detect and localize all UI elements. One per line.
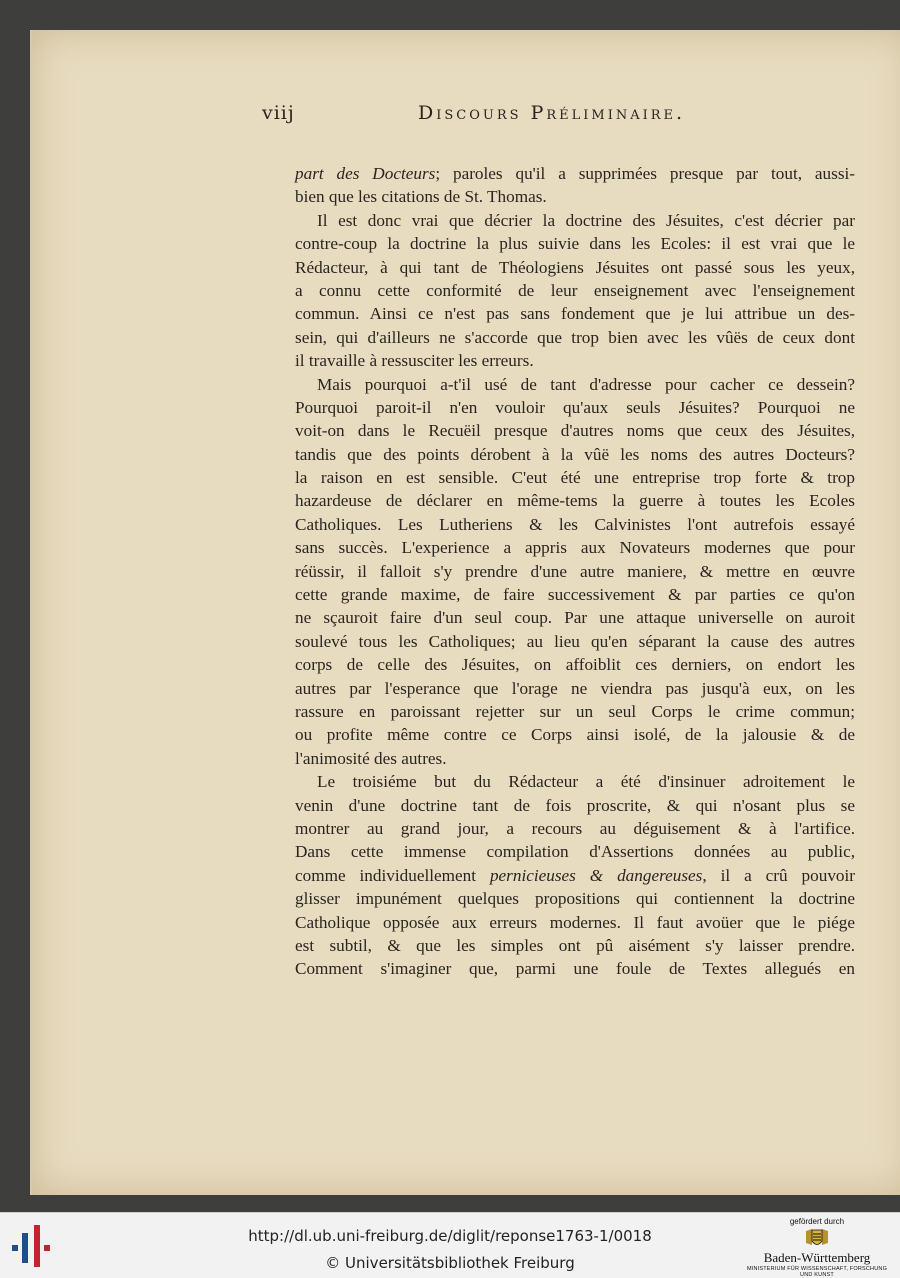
baden-wuerttemberg-crest-icon	[802, 1227, 832, 1249]
text-line	[295, 700, 855, 723]
text-line	[295, 279, 855, 302]
text-line	[295, 489, 855, 512]
text-run: ou profite même contre ce Corps ainsi isolé, de la jalousie & de	[295, 725, 855, 745]
text-run: a connu cette conformité de leur enseignement avec l'enseignement	[295, 280, 855, 300]
text-run: tandis que des points dérobent à la vûë les noms des autres Docteurs?	[295, 444, 855, 464]
text-line	[295, 957, 855, 980]
text-run: soulevé tous les Catholiques; au lieu qu'en séparant la cause des autres	[295, 631, 855, 651]
text-run: il travaille à ressusciter les erreurs.	[295, 351, 534, 371]
text-line	[295, 817, 855, 840]
text-line	[295, 560, 855, 583]
text-run: la raison en est sensible. C'eut été une entreprise trop forte & trop	[295, 468, 855, 488]
text-run: rassure en paroissant rejetter sur un seul Corps le crime commun;	[295, 701, 855, 721]
text-line	[295, 840, 855, 863]
text-run: montrer au grand jour, a recours au déguisement & à l'artifice.	[295, 818, 855, 838]
text-run: Pourquoi paroit-il n'en vouloir qu'aux seuls Jésuites? Pourquoi ne	[295, 397, 855, 417]
sponsor-label: gefördert durch	[789, 1217, 845, 1226]
text-line	[295, 630, 855, 653]
text-line	[295, 536, 855, 559]
text-run: corps de celle des Jésuites, on affoiblit ces derniers, on endort les	[295, 655, 855, 675]
viewer-footer	[0, 1212, 900, 1278]
text-line	[295, 232, 855, 255]
page-body-text	[295, 162, 855, 981]
text-run: bien que les citations de St. Thomas.	[295, 187, 547, 207]
text-line	[295, 770, 855, 793]
text-run: ; paroles qu'il a supprimées presque par tout, aussi-	[435, 164, 856, 183]
text-run: Comment s'imaginer que, parmi une foule de Textes allegués en	[295, 959, 855, 979]
text-line	[295, 513, 855, 536]
text-line	[295, 326, 855, 349]
italic-text: part des Docteurs	[295, 164, 436, 183]
text-line	[295, 162, 855, 185]
text-line	[295, 185, 855, 208]
text-run: contre-coup la doctrine la plus suivie dans les Ecoles: il est vrai que le	[295, 234, 855, 254]
page-folio: viij	[262, 102, 295, 124]
text-run: commun. Ainsi ce n'est pas sans fondement que je lui attribue un des-	[295, 304, 855, 324]
text-line	[295, 396, 855, 419]
text-run: voit-on dans le Recuëil presque d'autres noms que ceux des Jésuites,	[295, 421, 855, 441]
running-head: Discours Préliminaire.	[418, 102, 686, 124]
text-run: Dans cette immense compilation d'Assertions données au public,	[295, 842, 855, 862]
page-header	[262, 102, 842, 132]
text-run: Catholiques. Les Lutheriens & les Calvinistes l'ont autrefois essayé	[295, 514, 855, 534]
text-line	[295, 911, 855, 934]
page-permalink[interactable]: http://dl.ub.uni-freiburg.de/diglit/reponse1763-1/0018	[248, 1227, 652, 1245]
text-line	[295, 723, 855, 746]
text-line	[295, 794, 855, 817]
text-line	[295, 747, 855, 770]
text-run: l'animosité des autres.	[295, 748, 447, 768]
text-line	[295, 606, 855, 629]
sponsor-state: Baden-Württemberg	[763, 1250, 871, 1265]
text-run: sans succès. L'experience a appris aux Novateurs modernes que pour	[295, 538, 855, 558]
sponsor-ministry: MINISTERIUM FÜR WISSENSCHAFT, FORSCHUNG UND KUNST	[746, 1266, 888, 1278]
text-run: venin d'une doctrine tant de fois proscrite, & qui n'osant plus se	[295, 795, 855, 815]
text-line	[295, 583, 855, 606]
text-line	[295, 653, 855, 676]
text-run: autres par l'esperance que l'orage ne viendra pas jusqu'à eux, on les	[295, 678, 855, 698]
text-line	[295, 443, 855, 466]
text-line	[295, 302, 855, 325]
text-line	[295, 864, 855, 887]
text-run: Rédacteur, à qui tant de Théologiens Jésuites ont passé sous les yeux,	[295, 257, 855, 277]
text-run: hazardeuse de déclarer en même-tems la guerre à toutes les Ecoles	[295, 491, 855, 511]
copyright-notice: © Universitätsbibliothek Freiburg	[325, 1254, 575, 1272]
text-line	[295, 256, 855, 279]
text-run: réüssir, il falloit s'y prendre d'une autre maniere, & mettre en œuvre	[295, 561, 855, 581]
text-run: est subtil, & que les simples ont pû aisément s'y laisser prendre.	[295, 935, 855, 955]
italic-text: pernicieuses & dangereuses	[489, 865, 703, 885]
text-run: sein, qui d'ailleurs ne s'accorde que trop bien avec les vûës de ceux dont	[295, 327, 855, 347]
text-run: cette grande maxime, de faire successivement & par parties ce qu'on	[295, 585, 855, 605]
text-line	[295, 887, 855, 910]
text-line	[295, 349, 855, 372]
text-line	[295, 466, 855, 489]
text-run: Mais pourquoi a-t'il usé de tant d'adresse pour cacher ce dessein?	[317, 374, 855, 394]
text-line	[295, 373, 855, 396]
text-run: ne sçauroit faire d'un seul coup. Par une attaque universelle on auroit	[295, 608, 855, 628]
text-run: Le troisiéme but du Rédacteur a été d'insinuer adroitement le	[317, 772, 855, 792]
text-line	[295, 934, 855, 957]
text-line	[295, 209, 855, 232]
text-run: glisser impunément quelques propositions qui contiennent la doctrine	[295, 889, 855, 909]
text-run: Catholique opposée aux erreurs modernes. Il faut avoüer que le piége	[295, 912, 855, 932]
text-run: comme individuellement	[295, 865, 490, 885]
sponsor-block	[742, 1216, 892, 1276]
text-run: Il est donc vrai que décrier la doctrine des Jésuites, c'est décrier par	[317, 210, 855, 230]
text-run: , il a crû pouvoir	[702, 865, 855, 885]
text-line	[295, 419, 855, 442]
text-line	[295, 677, 855, 700]
